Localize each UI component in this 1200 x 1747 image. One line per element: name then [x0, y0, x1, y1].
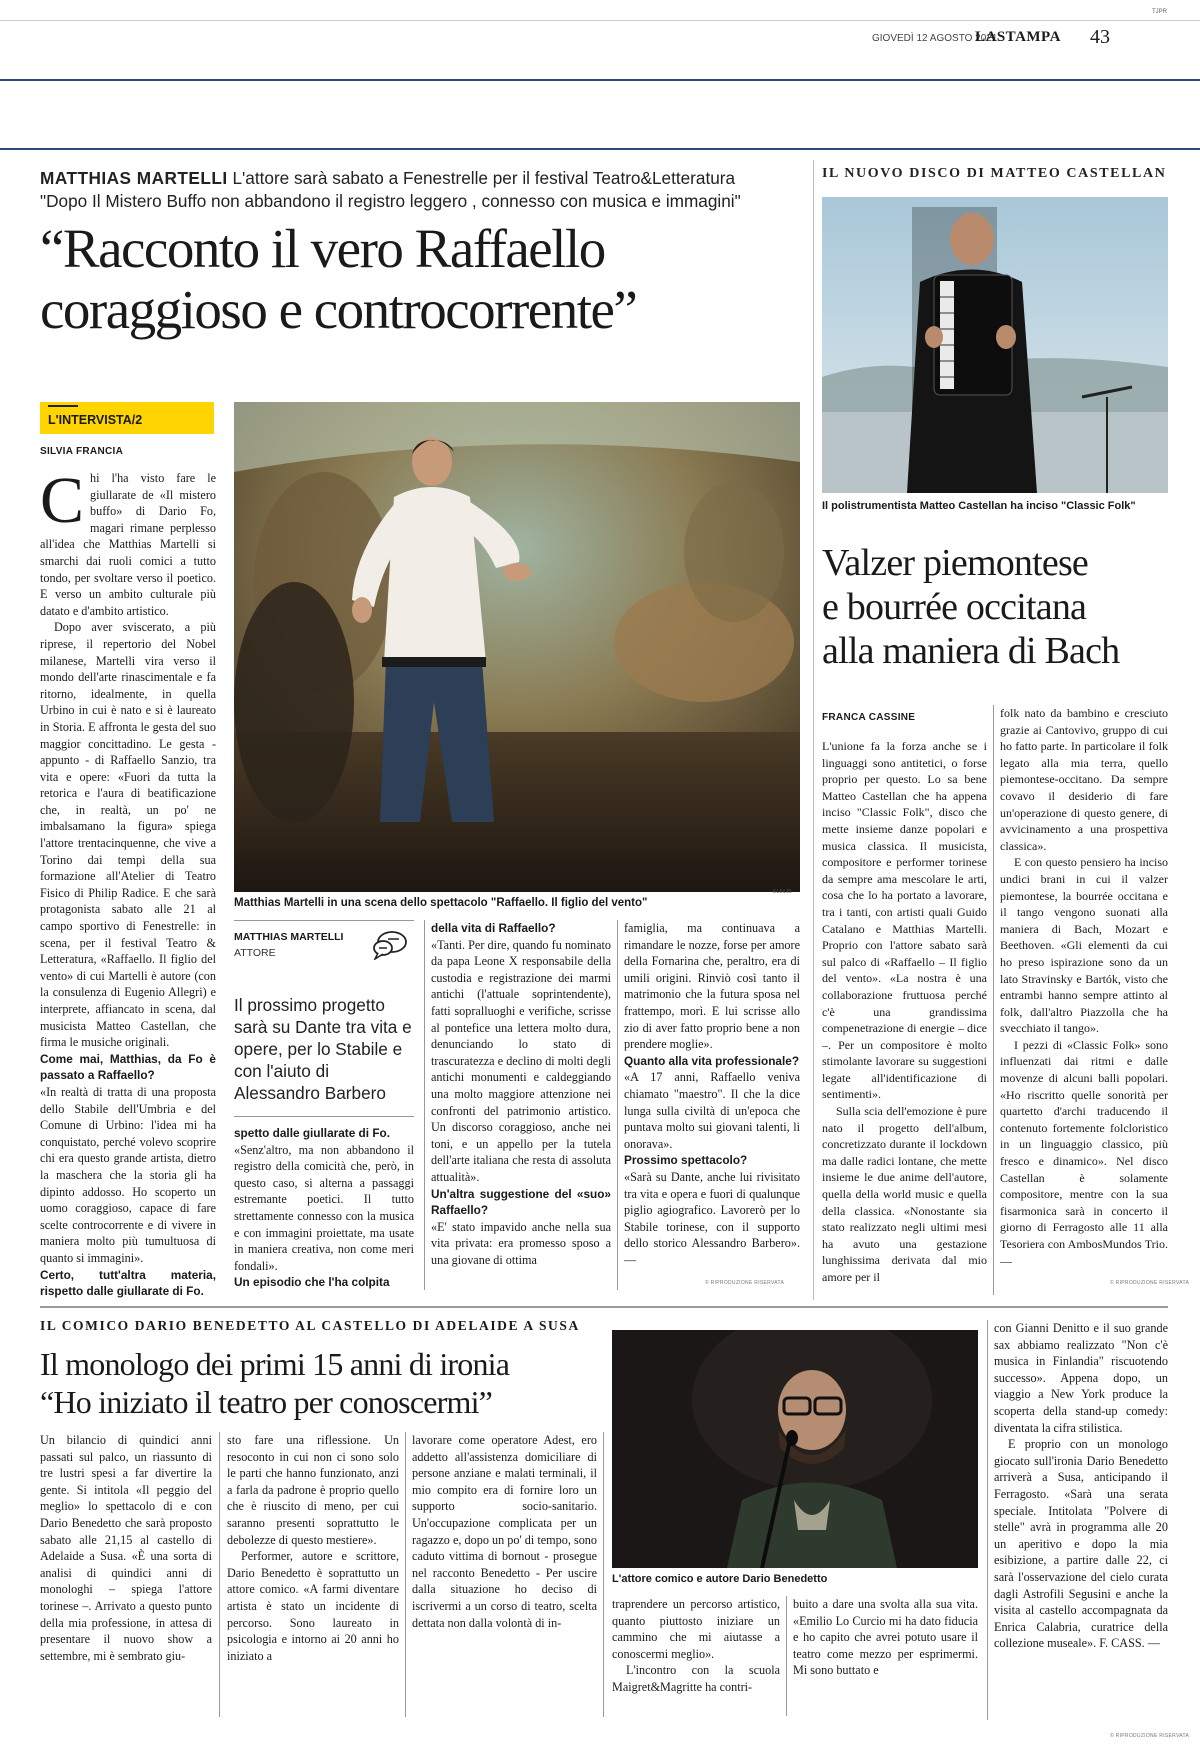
main-text-column-1 [40, 464, 216, 1300]
bottom-col-divider-4 [786, 1596, 787, 1716]
bottom-headline-line-1: Il monologo dei primi 15 anni di ironia [40, 1346, 510, 1382]
speech-bubble-svg [372, 930, 408, 960]
main-col3-q1-wrap [431, 1186, 611, 1219]
side-col2-p1: folk nato da bambino e cresciuto grazie ai Cantovivo, gruppo di cui ho fatto parte. In particolare il folk legato alla mia terra, quello piemontese-occitano. Da sempre covavo il desiderio di fare un'operazione di questo genere, di avvicinamento a una prospettiva classica». [1000, 706, 1168, 853]
main-text-column-3 [431, 920, 611, 1268]
castellan-photo-image [822, 197, 1168, 493]
main-col2-lead-wrap [234, 1125, 414, 1142]
bottom-text-column-5 [793, 1596, 978, 1679]
benedetto-photo [612, 1330, 978, 1568]
bottom-col2-p2: Performer, autore e scrittore, Dario Benedetto è soprattutto un attore comico. «A farmi diventare artista è stato un incidente di percorso. Sono laureato in psicologia e intorno ai 20 anni ho iniziato a [227, 1549, 399, 1663]
side-repro-notice: © RIPRODUZIONE RISERVATA [1110, 1280, 1190, 1286]
page-tag: TJPR [1152, 9, 1167, 15]
main-col2-p1: «Senz'altro, ma non abbandono il registro della comicità che, però, in questo caso, si alterna a passaggi estremante poetici. Il tutto strettamente connesso con la musica e con immagini proiettate, ma usate in maniera creativa, non come meri fondali». [234, 1142, 414, 1273]
side-kicker: IL NUOVO DISCO DI MATTEO CASTELLAN [822, 166, 1167, 181]
bottom-col6-p1: con Gianni Denitto e il suo grande sax abbiamo realizzato "Non c'è musica in Finlandia" riscuotendo successo». Appena dopo, un viaggio a New York produce la scoperta della stand-up comedy: diventata la cifra stilistica. [994, 1321, 1168, 1435]
bottom-col5-text: buito a dare una svolta alla sua vita. «Emilio Lo Curcio mi ha dato fiducia e ho capito che avrei potuto usare il teatro come mezzo per esprimermi. Mi sono buttato e [793, 1597, 978, 1678]
bottom-text-column-1 [40, 1432, 212, 1664]
main-col-divider-2 [617, 920, 618, 1290]
bottom-photo-caption: L'attore comico e autore Dario Benedetto [612, 1573, 828, 1585]
bottom-col-divider-3 [603, 1432, 604, 1717]
main-col3-q1: Un'altra suggestione del «suo» Raffaello? [431, 1186, 611, 1218]
section-divider-vertical [813, 160, 814, 1300]
main-col1-q2-wrap [40, 1267, 216, 1300]
main-photo-caption: Matthias Martelli in una scena dello spettacolo "Raffaello. Il figlio del vento" [234, 897, 648, 909]
bottom-section-rule [40, 1306, 1168, 1308]
side-headline [822, 541, 1168, 673]
main-col1-q1-wrap [40, 1051, 216, 1084]
bottom-col4-p1: traprendere un percorso artistico, quanto piuttosto iniziare un cammino che mi aiutasse a conoscermi meglio». [612, 1597, 780, 1661]
stage-photo-image [234, 402, 800, 892]
section-tag-label: L'INTERVISTA/2 [48, 413, 143, 427]
bottom-col1-text: Un bilancio di quindici anni passati sul palco, un riassunto di tre lustri spesi a far divertire la gente. Si intitola «Il peggio del meglio» lo spettacolo di e con Dario Benedetto che sarà proposto sabato alle 21,15 al castello di Adelaide a Susa. «È una sorta di analisi di quindici anni di monologhi – spiega l'attore torinese –. Arrivato a questo punto della mia professione, in attesa di presentare il nuovo show a settembre, mi è sembrato giu- [40, 1433, 212, 1663]
quote-box-role: ATTORE [234, 947, 276, 959]
main-col1-q2: Certo, tutt'altra materia, rispetto dalle giullarate di Fo. [40, 1267, 216, 1299]
bottom-headline [40, 1345, 620, 1421]
bottom-text-column-2 [227, 1432, 399, 1664]
bottom-col6-p2: E proprio con un monologo giocato sull'ironia Dario Benedetto arriverà a Susa, anticipando il Ferragosto. «Sarà una serata speciale. Intitolata "Polvere di stelle" avrà in programma alle 20 un aperitivo e dopo la mia esibizione, a partire dalle 22, ci sarà l'osservazione del cielo curata dagli Astrofili Segusini e anche la visita al castello accompagnata da Enrica Calabria, curatrice della collezione museale». F. CASS. — [994, 1437, 1168, 1651]
masthead-logo: LASTAMPA [975, 29, 1061, 45]
main-col1-p2: Dopo aver sviscerato, a più riprese, il repertorio del Nobel milanese, Martelli vira verso il mondo dell'arte rinascimentale e fa ritorno, idealmente, in quella Urbino in cui è nato e si è laureato in Storia. E affronta le gesta del suo maggior concittadino. Le gesta - appunto - di Raffaello Sanzio, tra vita e opere: «Fuori da tutta la retorica e l'aura di beatificazione che, in realtà, un po' ne imbalsamano la figura» spiega l'attore trentacinquenne, che vive a Torino dai tempi della sua formazione all'Atelier di Teatro Fisico di Philip Radice. E che sarà protagonista sabato alle 21 al campo sportivo di Fenestrelle: in scena, per il festival Teatro & Letteratura, «Raffaello. Il figlio del vento» di cui Martelli è autore (con la consulenza di Eugenio Allegri) e interprete, affiancato in scena, dal musicista Matteo Castellan, che firma le musiche originali. [40, 620, 216, 1050]
main-col2-q1: Un episodio che l'ha colpita [234, 1275, 390, 1290]
header-rule [0, 79, 1200, 81]
main-col4-p2: «A 17 anni, Raffaello veniva chiamato "maestro". Il che la dice lunga sulla civiltà di un'epoca che puntava molto sui giovani talenti, li onorava». [624, 1070, 800, 1151]
main-col1-p1: hi l'ha visto fare le giullarate de «Il mistero buffo» di Dario Fo, magari rimane perplesso all'idea che Matthias Martelli si smarchi dai ruoli comici a tutto tondo, per svoltare verso il poetico. E verso un ambito culturale più datato e d'ambito artistico. [40, 471, 216, 618]
bottom-headline-line-2: “Ho iniziato il teatro per conoscermi” [40, 1384, 493, 1420]
main-col2-q1-wrap [234, 1274, 414, 1291]
main-col3-lead-wrap [431, 920, 611, 937]
main-col4-q2-wrap [624, 1152, 800, 1169]
headline-line-2: coraggioso e controcorrente” [40, 279, 637, 340]
dropcap: C [40, 464, 85, 537]
quote-box-rule-top [234, 920, 414, 921]
castellan-photo [822, 197, 1168, 493]
main-text-column-2 [234, 1125, 414, 1291]
benedetto-photo-image [612, 1330, 978, 1568]
main-photo-credit: ELELIS [773, 889, 792, 895]
issue-date: GIOVEDÌ 12 AGOSTO 2021 [872, 33, 998, 44]
bottom-col3-text: lavorare come operatore Adest, ero addetto all'assistenza domiciliare di persone anziane e malati terminali, il mio compito era di fornire loro un supporto socio-sanitario. Un'occupazione complicata per un ragazzo e, dopo un po' di tempo, sono caduto vittima di bornout - prosegue nel racconto Benedetto - Per uscire dalla situazione ho deciso di iscrivermi a un corso di teatro, scelta dettata non dalla volontà di in- [412, 1433, 597, 1630]
main-col4-p3: «Sarà su Dante, anche lui rivisitato tra vita e opera e fuori di qualunque piglio agiografico. Lavorerò per lo Stabile torinese, con il supporto dello storico Alessandro Barbero». — [624, 1169, 800, 1267]
bottom-col-divider-5 [987, 1320, 988, 1720]
side-photo-caption: Il polistrumentista Matteo Castellan ha inciso "Classic Folk" [822, 500, 1136, 512]
bottom-col-divider-1 [219, 1432, 220, 1717]
section-tag-mark [48, 405, 78, 407]
side-col-divider [993, 705, 994, 1295]
main-col3-lead: della vita di Raffaello? [431, 921, 556, 935]
main-text-column-4 [624, 920, 800, 1268]
side-headline-line-1: Valzer piemontese [822, 542, 1089, 584]
speech-bubble-icon [372, 930, 408, 965]
main-repro-notice: © RIPRODUZIONE RISERVATA [705, 1280, 785, 1286]
side-text-column-2 [1000, 705, 1168, 1269]
article-name-label: MATTHIAS MARTELLI [40, 168, 228, 188]
main-subhead [40, 167, 800, 213]
page-number: 43 [1090, 26, 1110, 48]
main-col4-q1-wrap [624, 1053, 800, 1070]
subhead-line-2: "Dopo Il Mistero Buffo non abbandono il registro leggero , connesso con musica e immagini" [40, 191, 741, 211]
main-col1-q1: Come mai, Matthias, da Fo è passato a Raffaello? [40, 1051, 216, 1083]
bottom-repro-notice: © RIPRODUZIONE RISERVATA [1110, 1733, 1190, 1739]
main-col3-p1: «Tanti. Per dire, quando fu nominato da papa Leone X responsabile della custodia e registrazione dei marmi antichi (l'attuale soprintendente), fatti sopralluoghi e verifiche, scrisse al pontefice una lettera molto dura, denunciando lo stato di trascuratezza e declino di molti degli antichi monumenti e caldeggiando una molto maggiore attenzione nei confronti del patrimonio artistico. Un discorso coraggioso, anche nei toni, e un appello per la tutela dell'arte italiana che resta di assoluta attualità». [431, 937, 611, 1184]
subhead-line-1: L'attore sarà sabato a Fenestrelle per il festival Teatro&Letteratura [232, 168, 736, 188]
main-col-divider-1 [424, 920, 425, 1290]
side-col2-p2: E con questo pensiero ha inciso undici brani in cui il valzer piemontese, la bourrée occitana e il tango vengono suonati alla maniera di Bach, Mozart e Beethoven. «Gli elementi da cui ho preso ispirazione sono da un lato Stravinsky e Bartók, visto che entrambi hanno sempre attinto al folk, dall'altro Piazzolla che ha svecchiato il tango». [1000, 855, 1168, 1036]
main-col1-p3: «In realtà di tratta di una proposta dello Stabile dell'Umbria e del Comune di Urbino: l'idea mi ha conquistato, perché volevo scoprire chi era questo grande artista, dietro la maschera che la storia gli ha dipinto addosso. Ho scoperto un uomo coraggioso, capace di fare scelte controcorrente e di vivere in maniera molto più tumultuosa di quanto si immagini». [40, 1084, 216, 1265]
main-col2-lead: spetto dalle giullarate di Fo. [234, 1126, 391, 1140]
main-byline: SILVIA FRANCIA [40, 446, 124, 457]
quote-box-name: MATTHIAS MARTELLI [234, 931, 344, 943]
main-col4-q2: Prossimo spettacolo? [624, 1153, 748, 1168]
bottom-text-column-6 [994, 1320, 1168, 1652]
quote-box-text: Il prossimo progetto sarà su Dante tra vita e opere, per lo Stabile e con l'aiuto di Alessandro Barbero [234, 995, 412, 1103]
bottom-kicker: IL COMICO DARIO BENEDETTO AL CASTELLO DI ADELAIDE A SUSA [40, 1318, 580, 1333]
side-text-column-1 [822, 738, 987, 1286]
side-headline-line-2: e bourrée occitana [822, 586, 1087, 628]
main-col4-p1: famiglia, ma continuava a rimandare le nozze, forse per amore della Fornarina che, peraltro, era di umili origini. Rinviò così tanto il matrimonio che la futura sposa nel frattempo, morì. E lui scrisse allo zio di aver fatto proprio bene a non prendere moglie». [624, 921, 800, 1052]
bottom-text-column-4 [612, 1596, 780, 1696]
side-col2-p3: I pezzi di «Classic Folk» sono influenzati dai ritmi e dalle movenze di alcuni balli popolari. «Ho riscritto quelle sonorità per quartetto d'archi traducendo il contenuto fortemente folcloristico in un linguaggio classico, più fresco e dinamico». Nel disco Castellan è solamente compositore, mentre con la sua fisarmonica sarà in concerto il giorno di Ferragosto alle 11 alla Tesoriera con AmbosMundos Trio. — [1000, 1037, 1168, 1268]
bottom-col-divider-2 [405, 1432, 406, 1717]
main-col3-p2: «E' stato impavido anche nella sua vita privata: era promesso sposo a una giovane di ottima [431, 1219, 611, 1267]
bottom-col2-p1: sto fare una riflessione. Un resoconto in cui non ci sono solo le parti che hanno funzionato, anzi a farla da padrone è proprio quello che è riuscito di meno, per cui saranno presenti soprattutto le debolezze di questo mestiere». [227, 1433, 399, 1547]
quote-box-rule-bottom [234, 1116, 414, 1117]
section-rule [0, 148, 1200, 150]
side-col1-p1: L'unione fa la forza anche se i linguaggi sono antitetici, o forse proprio per questo. Lo sa bene Matteo Castellan che ha appena inciso "Classic Folk", disco che mette insieme danze popolari e musica classica. Il musicista, compositore e performer torinese da sempre ama mescolare le arti, cosa che lo ha portato a lavorare, tra i tanti, con artisti quali Guido Catalano e Matthias Martelli. Proprio con l'attore sabato sarà sul palco di «Raffaello – Il figlio del vento». «La nostra è una collaborazione fruttuosa perché c'è una grandissima compenetrazione di energie – dice –. Per un compositore è molto stimolante lavorare su suggestioni legate all'identificazione di sentimenti». [822, 739, 987, 1102]
bottom-col4-p2: L'incontro con la scuola Maigret&Magritte ha contri- [612, 1663, 780, 1694]
bottom-text-column-3 [412, 1432, 597, 1631]
side-byline: FRANCA CASSINE [822, 712, 916, 723]
side-headline-line-3: alla maniera di Bach [822, 630, 1120, 672]
section-tag [40, 402, 214, 434]
raffaello-stage-photo [234, 402, 800, 892]
header-rule-top [0, 20, 1200, 21]
main-col4-q1: Quanto alla vita professionale? [624, 1053, 800, 1068]
side-col1-p2: Sulla scia dell'emozione è pure nato il progetto dell'album, concretizzato durante il lockdown ma dalle radici lontane, che mette insieme le due anime dell'autore, quella della world music e quella della classica. «Nonostante sia stato realizzato negli ultimi mesi ha avuto una gestazione lunghissima derivata dal mio amore per il [822, 1104, 987, 1284]
headline-line-1: “Racconto il vero Raffaello [40, 218, 605, 279]
main-headline [40, 218, 830, 340]
